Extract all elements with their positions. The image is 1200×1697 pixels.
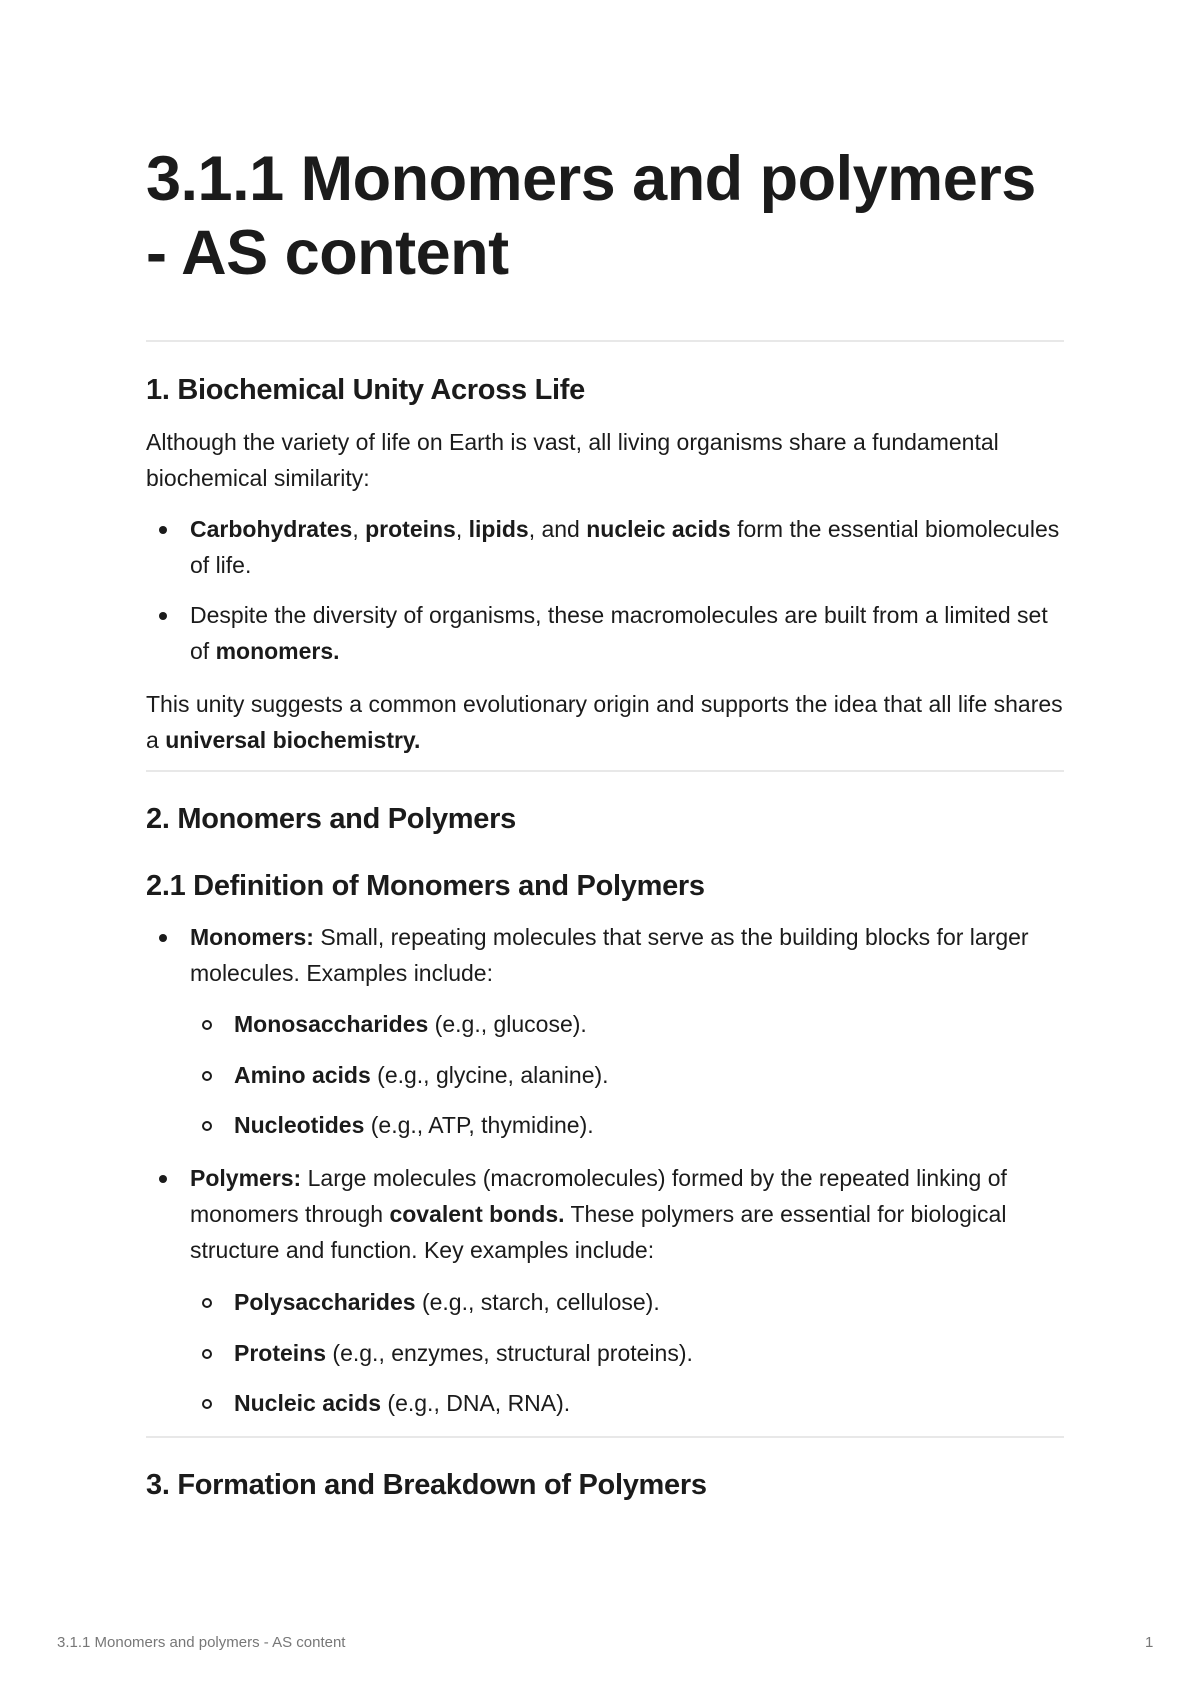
- section-2-heading: 2. Monomers and Polymers: [146, 803, 516, 835]
- bold-term: Polysaccharides: [234, 1289, 416, 1315]
- bold-term: monomers.: [215, 638, 340, 664]
- bold-term: proteins: [365, 516, 456, 542]
- bold-term: lipids: [468, 516, 529, 542]
- list-item-body: Large molecules (macromolecules) formed by the repeated linking of monomers through: [190, 1165, 1007, 1227]
- separator: ,: [455, 516, 469, 542]
- section-1-intro: Although the variety of life on Earth is vast, all living organisms share a fundamental biochemical similarity:: [146, 429, 999, 491]
- sub-list-item-text: [234, 1385, 1064, 1421]
- divider: [146, 770, 1064, 772]
- list-item-body: These polymers are essential for biological structure and function. Key examples include:: [190, 1201, 1007, 1263]
- footer-page-number: 1: [1145, 1634, 1154, 1651]
- paragraph-body: This unity suggests a common evolutionary origin and supports the idea that all life shares a: [146, 691, 1063, 753]
- hollow-bullet-icon: [202, 1071, 212, 1081]
- hollow-bullet-icon: [202, 1399, 212, 1409]
- list-item-text: [190, 597, 1064, 669]
- list-item-rest: form the essential biomolecules of life.: [190, 516, 1060, 578]
- example-detail: (e.g., DNA, RNA).: [381, 1390, 571, 1416]
- bullet-icon: [159, 526, 167, 534]
- bold-term: Proteins: [234, 1340, 327, 1366]
- footer-doc-title: 3.1.1 Monomers and polymers - AS content: [57, 1634, 346, 1651]
- bullet-icon: [159, 934, 167, 942]
- bold-term: Monosaccharides: [234, 1011, 429, 1037]
- hollow-bullet-icon: [202, 1121, 212, 1131]
- bold-term: universal biochemistry.: [165, 727, 421, 753]
- list-item-text: [190, 919, 1064, 991]
- sub-list-item-text: [234, 1107, 1064, 1143]
- bold-term: Nucleotides: [234, 1112, 365, 1138]
- hollow-bullet-icon: [202, 1298, 212, 1308]
- bold-term: Polymers:: [190, 1165, 302, 1191]
- divider: [146, 340, 1064, 342]
- hollow-bullet-icon: [202, 1020, 212, 1030]
- separator: ,: [352, 516, 366, 542]
- example-detail: (e.g., ATP, thymidine).: [364, 1112, 594, 1138]
- example-detail: (e.g., enzymes, structural proteins).: [326, 1340, 693, 1366]
- bold-term: nucleic acids: [586, 516, 731, 542]
- sub-list-item-text: [234, 1335, 1064, 1371]
- bullet-icon: [159, 612, 167, 620]
- section-3-heading: 3. Formation and Breakdown of Polymers: [146, 1469, 707, 1501]
- example-detail: (e.g., glucose).: [428, 1011, 587, 1037]
- hollow-bullet-icon: [202, 1349, 212, 1359]
- bold-term: Monomers:: [190, 924, 314, 950]
- separator: , and: [528, 516, 587, 542]
- list-item-text: [190, 1160, 1064, 1268]
- bullet-icon: [159, 1175, 167, 1183]
- sub-list-item-text: [234, 1284, 1064, 1320]
- sub-list-item-text: [234, 1006, 1064, 1042]
- page-title: 3.1.1 Monomers and polymers - AS content: [146, 144, 1036, 288]
- bold-term: Amino acids: [234, 1062, 371, 1088]
- section-1-heading: 1. Biochemical Unity Across Life: [146, 374, 585, 406]
- example-detail: (e.g., glycine, alanine).: [370, 1062, 609, 1088]
- section-1-closing: [146, 686, 1064, 758]
- example-detail: (e.g., starch, cellulose).: [415, 1289, 660, 1315]
- section-2-1-heading: 2.1 Definition of Monomers and Polymers: [146, 870, 705, 902]
- divider: [146, 1436, 1064, 1438]
- list-item-text: [190, 511, 1064, 583]
- bold-term: Carbohydrates: [190, 516, 353, 542]
- list-item-body: Small, repeating molecules that serve as the building blocks for larger molecules. Examples include:: [190, 924, 1029, 986]
- bold-term: Nucleic acids: [234, 1390, 382, 1416]
- list-item-body: Despite the diversity of organisms, these macromolecules are built from a limited set of: [190, 602, 1048, 664]
- sub-list-item-text: [234, 1057, 1064, 1093]
- bold-term: covalent bonds.: [389, 1201, 565, 1227]
